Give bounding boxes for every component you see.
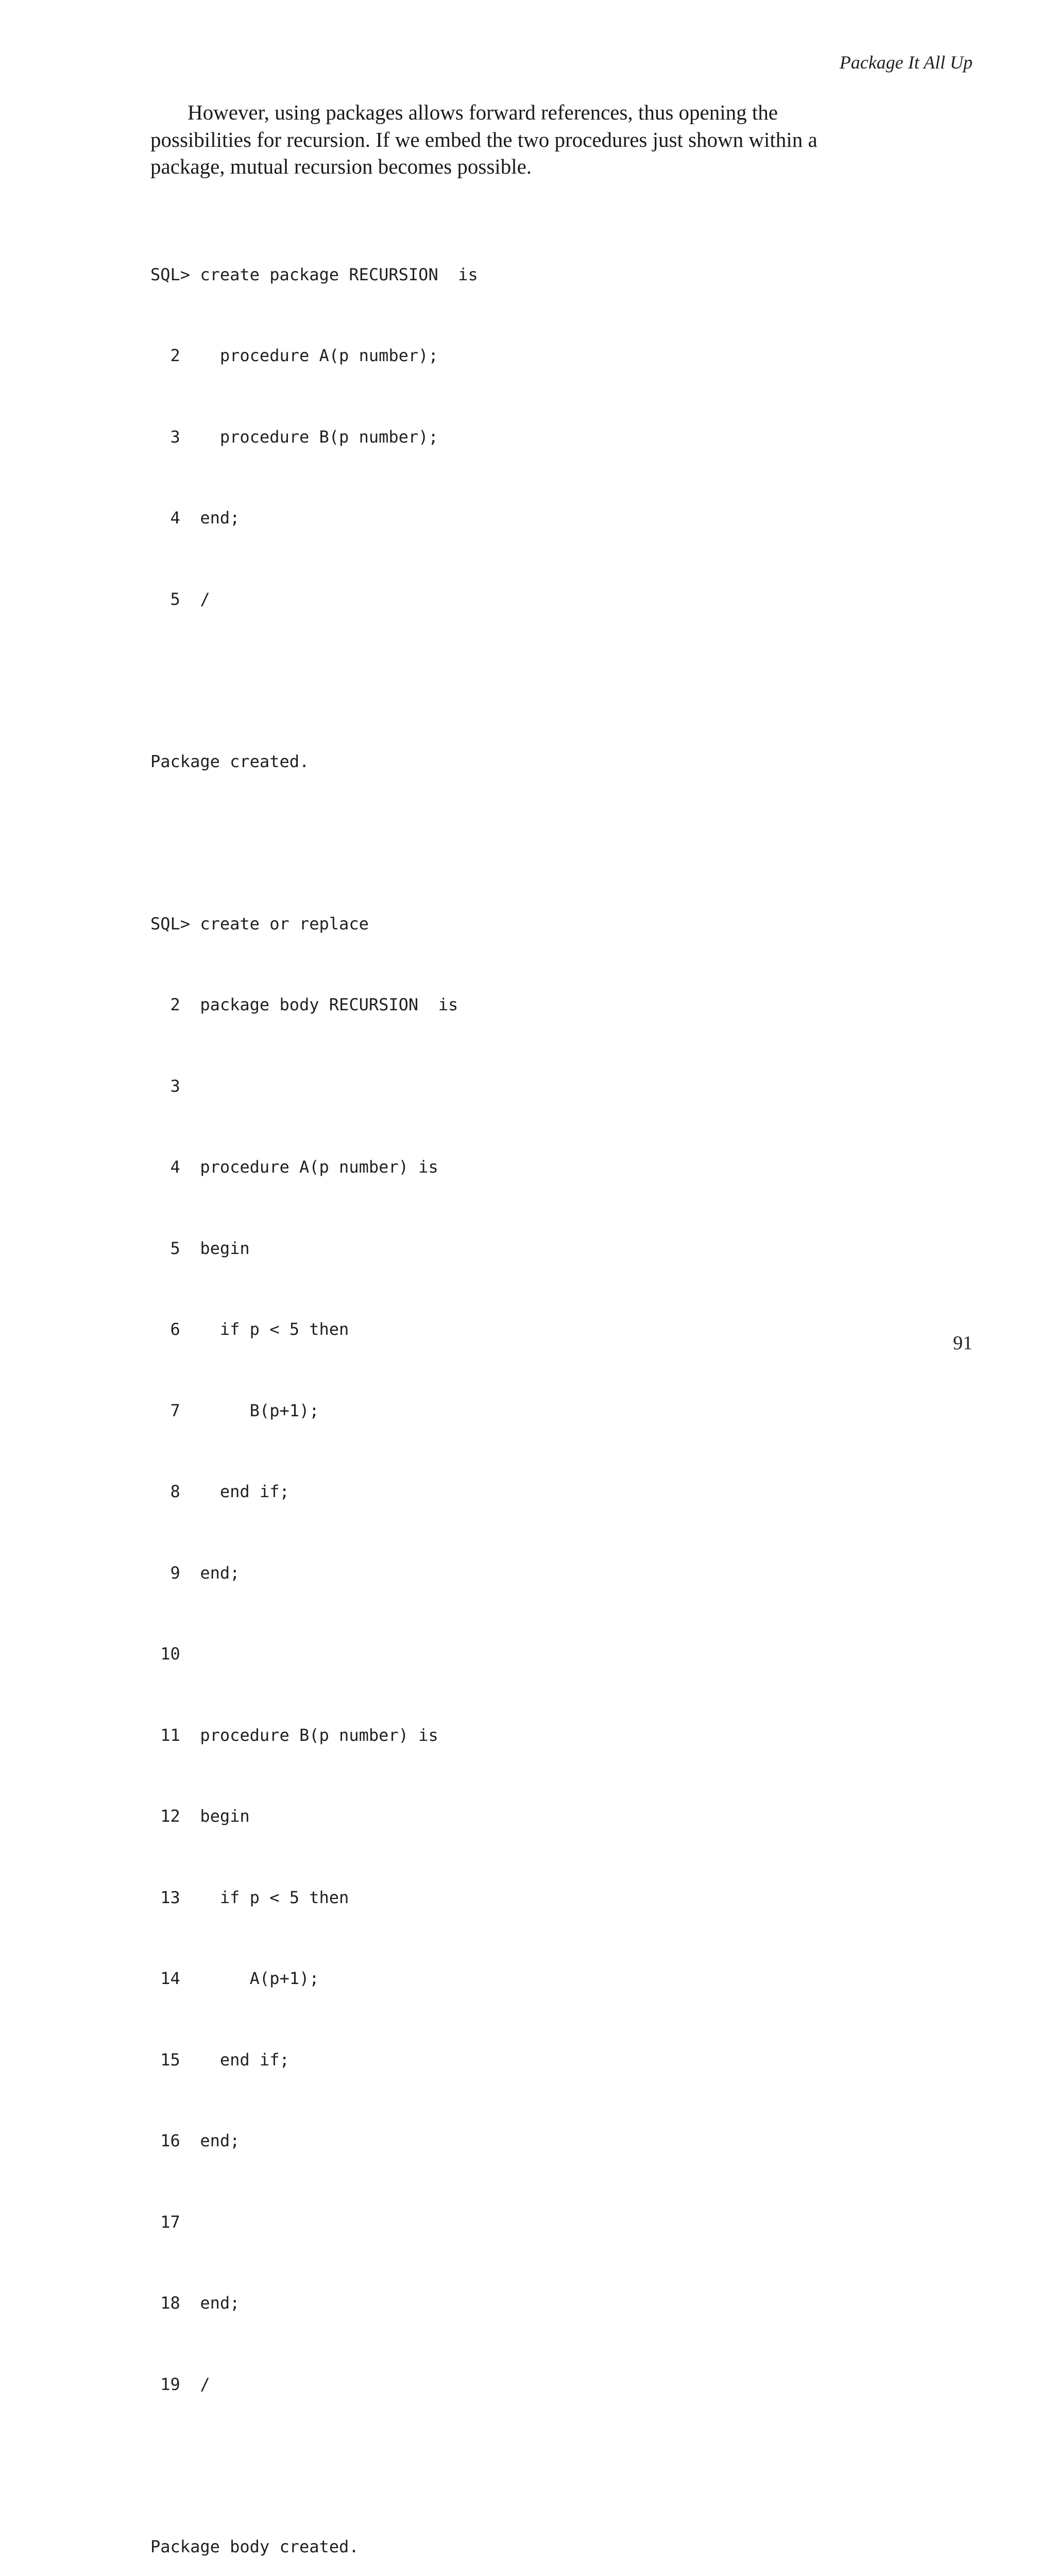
code-output: Package body created.: [150, 2533, 882, 2561]
code-line-blank: [150, 2452, 882, 2479]
code-line: SQL> create or replace: [150, 910, 882, 938]
code-line: 16 end;: [150, 2127, 882, 2155]
code-line: 17: [150, 2209, 882, 2236]
code-line: 4 procedure A(p number) is: [150, 1154, 882, 1181]
code-line: 11 procedure B(p number) is: [150, 1722, 882, 1749]
code-line: 18 end;: [150, 2290, 882, 2317]
code-line: 8 end if;: [150, 1478, 882, 1505]
code-line: 2 procedure A(p number);: [150, 342, 882, 369]
code-line: 5 begin: [150, 1235, 882, 1262]
code-line: 12 begin: [150, 1803, 882, 1830]
code-line: SQL> create package RECURSION is: [150, 261, 882, 289]
intro-paragraph: However, using packages allows forward references, thus opening the possibilities for recursion. If we embed the two procedures just shown within a package, mutual recursion becomes possible.: [150, 99, 882, 180]
code-output: Package created.: [150, 748, 882, 775]
code-line: 19 /: [150, 2371, 882, 2398]
page-content: [150, 99, 882, 2576]
code-line: 6 if p < 5 then: [150, 1316, 882, 1343]
code-block-package-spec: [150, 207, 882, 2576]
code-line: 4 end;: [150, 504, 882, 532]
spacer: [150, 180, 882, 207]
code-line: 9 end;: [150, 1560, 882, 1587]
code-line: 7 B(p+1);: [150, 1397, 882, 1425]
code-line: 3 procedure B(p number);: [150, 423, 882, 451]
code-line: 3: [150, 1073, 882, 1100]
running-head: Package It All Up: [840, 52, 973, 73]
code-line: 5 /: [150, 586, 882, 613]
code-line: 13 if p < 5 then: [150, 1884, 882, 1911]
code-line: 15 end if;: [150, 2046, 882, 2074]
code-line-blank: [150, 829, 882, 856]
page-number: 91: [953, 1332, 973, 1354]
code-line: 14 A(p+1);: [150, 1965, 882, 1992]
code-line: 2 package body RECURSION is: [150, 991, 882, 1019]
code-line-blank: [150, 667, 882, 694]
code-line: 10: [150, 1640, 882, 1668]
